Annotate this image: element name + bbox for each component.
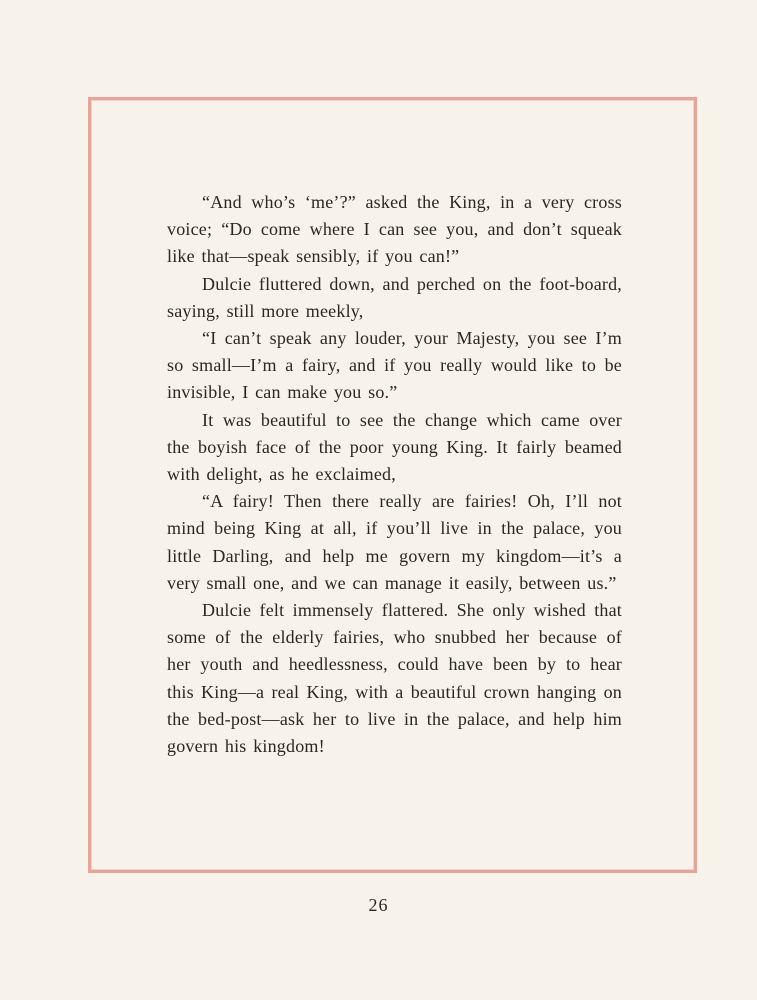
paragraph-5: “A fairy! Then there really are fairies! Oh, I’ll not mind being King at all, if you’ll live in the palace, you little Darling, and help me govern my kingdom—it’s a very small one, and we can manage it easily, between us.” bbox=[167, 491, 622, 593]
paragraph-4: It was beautiful to see the change which came over the boyish face of the poor young King. It fairly beamed with delight, as he exclaimed, bbox=[167, 409, 622, 485]
story-text bbox=[167, 189, 622, 760]
paragraph-3: “I can’t speak any louder, your Majesty, you see I’m so small—I’m a fairy, and if you really would like to be invisible, I can make you so.” bbox=[167, 328, 622, 403]
page-number: 26 bbox=[368, 895, 389, 915]
paragraph-6: Dulcie felt immensely flattered. She only wished that some of the elderly fairies, who snubbed her because of her youth and heedlessness, could have been by to hear this King—a real King, with a beautiful crown hanging on the bed-post—ask her to live in the palace, and help him govern his kingdom! bbox=[167, 600, 622, 757]
paragraph-2: Dulcie fluttered down, and perched on the foot-board, saying, still more meekly, bbox=[167, 273, 622, 321]
paragraph-1: “And who’s ‘me’?” asked the King, in a very cross voice; “Do come where I can see you, and don’t squeak like that—speak sensibly, if you can!” bbox=[167, 192, 622, 267]
